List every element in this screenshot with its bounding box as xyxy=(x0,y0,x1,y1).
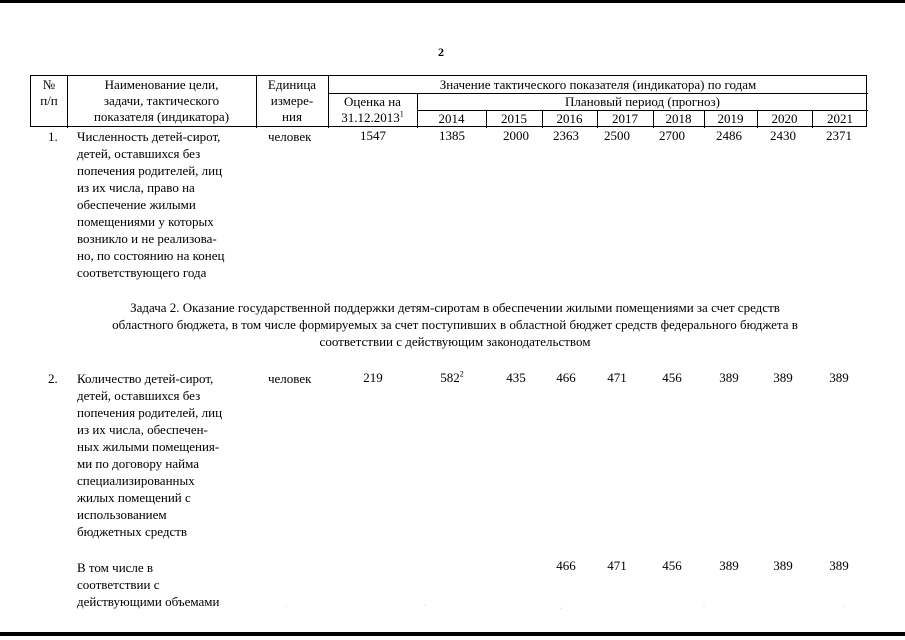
task2-heading: Задача 2. Оказание государственной поддержки детям-сиротам в обеспечении жилыми помещениями за счет средств областного бюджета, в том числе формируемых за счет поступивших в областной бюджет средств федерального бюджета в соответствии с действующим законодательством xyxy=(112,300,798,349)
scan-speck: · xyxy=(843,604,845,610)
year-2021: 2021 xyxy=(827,111,853,126)
row3-v2016: 466 xyxy=(556,558,576,573)
row1-v2021: 2371 xyxy=(826,128,852,143)
year-2018: 2018 xyxy=(665,111,692,126)
row2-estimate: 219 xyxy=(363,370,383,385)
row1-v2017: 2500 xyxy=(604,128,630,143)
row3-v2017: 471 xyxy=(607,558,627,573)
row1-v2019: 2486 xyxy=(716,128,742,143)
row2-name: Количество детей-сирот, детей, оставшихся без попечения родителей, лиц из их числа, обеспечен- ных жилыми помещения- ми по договору найма специализированных жилых помещений с использованием бюджетных средств xyxy=(77,371,223,539)
scan-speck: · xyxy=(560,606,562,612)
year-2020: 2020 xyxy=(771,111,798,126)
col-name-header: Наименование цели, задачи, тактического показателя (индикатора) xyxy=(93,77,230,124)
year-2017: 2017 xyxy=(612,111,638,126)
scan-speck: · xyxy=(424,603,426,609)
row1-unit: человек xyxy=(268,129,312,144)
row2-v2018: 456 xyxy=(662,370,682,385)
estimate-header: Оценка на 31.12.2013$^1$ xyxy=(341,94,404,125)
row3-name: В том числе в соответствии с действующими объемами xyxy=(77,560,220,609)
row1-num: 1. xyxy=(48,129,58,144)
values-title: Значение тактического показателя (индикатора) по годам xyxy=(439,77,757,92)
year-2019: 2019 xyxy=(717,111,744,126)
col-unit-header: Единица измере- ния xyxy=(267,77,317,124)
row2-v2015: 435 xyxy=(506,370,526,385)
row1-name: Численность детей-сирот, детей, оставшихся без попечения родителей, лиц из их числа, право на обеспечение жилыми помещениями у которых возникло и не реализова- но, по состоянию на конец соответствующего года xyxy=(77,129,225,280)
row2-v2021: 389 xyxy=(829,370,849,385)
row1-v2014: 1385 xyxy=(439,128,465,143)
row2-unit: человек xyxy=(268,371,312,386)
row2-v2020: 389 xyxy=(773,370,793,385)
year-2015: 2015 xyxy=(501,111,527,126)
scan-speck: · xyxy=(285,604,287,610)
row2-num: 2. xyxy=(48,371,58,386)
row2-v2014: $582^2$ xyxy=(440,369,464,385)
bottom-rule xyxy=(0,632,905,636)
row3-v2019: 389 xyxy=(719,558,739,573)
row1-estimate: 1547 xyxy=(360,128,386,143)
row1-v2018: 2700 xyxy=(659,128,685,143)
table-header xyxy=(30,75,867,127)
row2-v2017: 471 xyxy=(607,370,627,385)
row2-v2016: 466 xyxy=(556,370,576,385)
row1-v2020: 2430 xyxy=(770,128,796,143)
row1-v2016: 2363 xyxy=(553,128,579,143)
row3-v2020: 389 xyxy=(773,558,793,573)
col-num-header: № п/п xyxy=(40,77,58,108)
row3-v2018: 456 xyxy=(662,558,682,573)
plan-title: Плановый период (прогноз) xyxy=(565,94,720,109)
scan-speck: · xyxy=(703,604,705,610)
year-2014: 2014 xyxy=(438,111,465,126)
year-2016: 2016 xyxy=(556,111,583,126)
top-rule xyxy=(0,0,905,3)
row1-v2015: 2000 xyxy=(503,128,529,143)
page-number: 2 xyxy=(438,45,444,59)
row3-v2021: 389 xyxy=(829,558,849,573)
row2-v2019: 389 xyxy=(719,370,739,385)
